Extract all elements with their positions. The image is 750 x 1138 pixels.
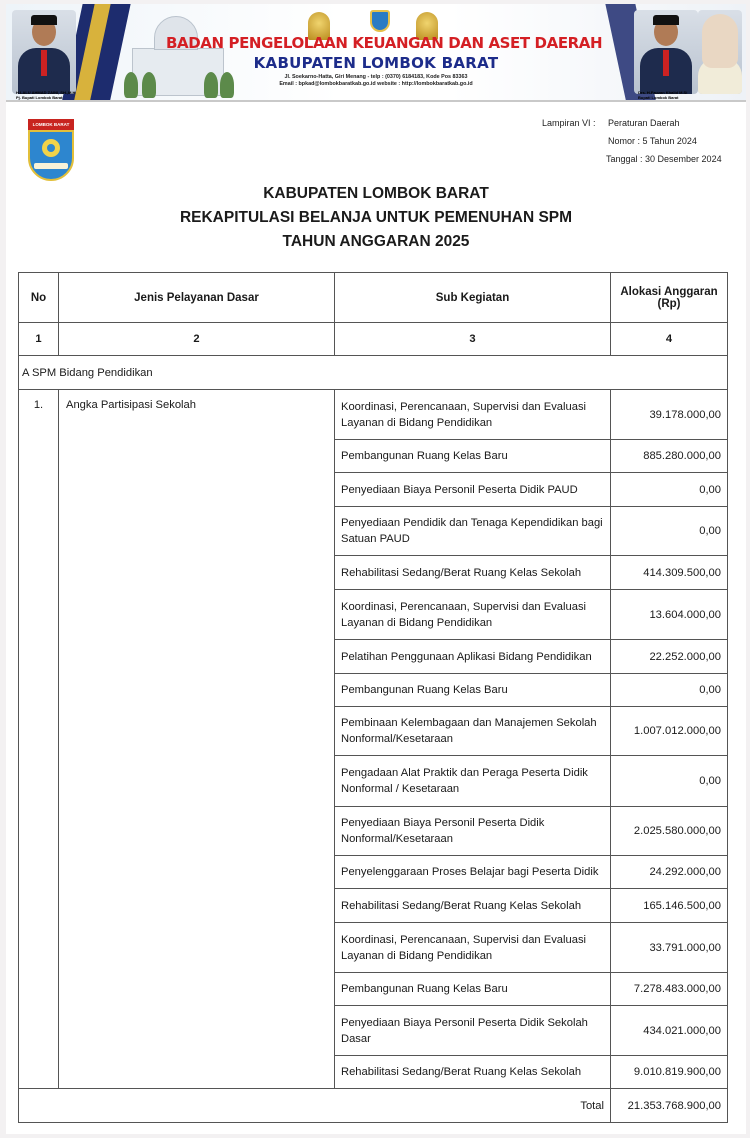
index-cell: 4 bbox=[611, 323, 728, 356]
budget-amount: 9.010.819.900,00 bbox=[611, 1056, 728, 1089]
header-sub: Sub Kegiatan bbox=[335, 273, 611, 323]
official-portrait-right-2 bbox=[698, 10, 742, 94]
budget-amount: 13.604.000,00 bbox=[611, 590, 728, 640]
portrait-caption-right: Drs. H.Fauzan Khalid M.Si Bupati Lombok Barat bbox=[638, 90, 688, 100]
budget-amount: 165.146.500,00 bbox=[611, 889, 728, 923]
budget-amount: 434.021.000,00 bbox=[611, 1006, 728, 1056]
sub-activity: Rehabilitasi Sedang/Berat Ruang Kelas Sekolah bbox=[335, 889, 611, 923]
agency-contact: Email : bpkad@lombokbaratkab.go.id website : http://lombokbaratkab.go.id bbox=[279, 81, 473, 87]
budget-amount: 7.278.483.000,00 bbox=[611, 973, 728, 1006]
section-label: A SPM Bidang Pendidikan bbox=[19, 356, 728, 390]
budget-amount: 33.791.000,00 bbox=[611, 923, 728, 973]
header-jenis: Jenis Pelayanan Dasar bbox=[59, 273, 335, 323]
header-alokasi: Alokasi Anggaran (Rp) bbox=[611, 273, 728, 323]
sub-activity: Pembangunan Ruang Kelas Baru bbox=[335, 674, 611, 707]
item-number: 1. bbox=[19, 390, 59, 1089]
index-cell: 1 bbox=[19, 323, 59, 356]
total-row bbox=[19, 1089, 728, 1123]
sub-activity: Rehabilitasi Sedang/Berat Ruang Kelas Sekolah bbox=[335, 1056, 611, 1089]
regency-subtitle: KABUPATEN LOMBOK BARAT bbox=[253, 54, 499, 72]
spm-recap-table bbox=[18, 272, 728, 1123]
portrait-caption-left: H.LALU AHMAD ZAINI, SH.,M.H Pj. Bupati Lombok Barat bbox=[16, 90, 76, 100]
sub-activity: Koordinasi, Perencanaan, Supervisi dan Evaluasi Layanan di Bidang Pendidikan bbox=[335, 590, 611, 640]
sub-activity: Pengadaan Alat Praktik dan Peraga Peserta Didik Nonformal / Kesetaraan bbox=[335, 756, 611, 807]
agency-address: Jl. Soekarno-Hatta, Giri Menang - telp : (0370) 6184183, Kode Pos 83363 bbox=[284, 74, 468, 80]
attachment-number: Nomor : 5 Tahun 2024 bbox=[608, 136, 697, 146]
document-title-line3: TAHUN ANGGARAN 2025 bbox=[282, 233, 470, 250]
regency-emblem-icon bbox=[370, 10, 390, 32]
budget-amount: 2.025.580.000,00 bbox=[611, 807, 728, 856]
document-title-line2: REKAPITULASI BELANJA UNTUK PEMENUHAN SPM bbox=[179, 209, 573, 226]
sub-activity: Pembangunan Ruang Kelas Baru bbox=[335, 973, 611, 1006]
budget-amount: 0,00 bbox=[611, 756, 728, 807]
sub-activity: Penyediaan Biaya Personil Peserta Didik Nonformal/Kesetaraan bbox=[335, 807, 611, 856]
attachment-regulation: Peraturan Daerah bbox=[608, 118, 680, 128]
index-cell: 2 bbox=[59, 323, 335, 356]
budget-amount: 0,00 bbox=[611, 674, 728, 707]
lombok-barat-logo: LOMBOK BARAT bbox=[28, 119, 74, 181]
sub-activity: Koordinasi, Perencanaan, Supervisi dan Evaluasi Layanan di Bidang Pendidikan bbox=[335, 923, 611, 973]
sub-activity: Koordinasi, Perencanaan, Supervisi dan Evaluasi Layanan di Bidang Pendidikan bbox=[335, 390, 611, 440]
sub-activity: Penyelenggaraan Proses Belajar bagi Peserta Didik bbox=[335, 856, 611, 889]
budget-amount: 0,00 bbox=[611, 473, 728, 507]
document-page bbox=[6, 4, 746, 1134]
column-index-row bbox=[19, 323, 728, 356]
budget-amount: 1.007.012.000,00 bbox=[611, 707, 728, 756]
sub-activity: Pembangunan Ruang Kelas Baru bbox=[335, 440, 611, 473]
budget-amount: 885.280.000,00 bbox=[611, 440, 728, 473]
document-title-line1: KABUPATEN LOMBOK BARAT bbox=[263, 185, 489, 202]
table-row bbox=[19, 390, 728, 440]
agency-title: BADAN PENGELOLAAN KEUANGAN DAN ASET DAERAH bbox=[166, 34, 603, 52]
budget-amount: 0,00 bbox=[611, 507, 728, 556]
official-portrait-right bbox=[634, 10, 698, 94]
header-no: No bbox=[19, 273, 59, 323]
table-header-row bbox=[19, 273, 728, 323]
section-row bbox=[19, 356, 728, 390]
budget-amount: 22.252.000,00 bbox=[611, 640, 728, 674]
sub-activity: Pembinaan Kelembagaan dan Manajemen Sekolah Nonformal/Kesetaraan bbox=[335, 707, 611, 756]
attachment-label: Lampiran VI : bbox=[542, 118, 596, 128]
total-amount: 21.353.768.900,00 bbox=[611, 1089, 728, 1123]
budget-amount: 39.178.000,00 bbox=[611, 390, 728, 440]
item-service-type: Angka Partisipasi Sekolah bbox=[59, 390, 335, 1089]
letterhead-banner bbox=[6, 4, 746, 102]
sub-activity: Penyediaan Biaya Personil Peserta Didik Sekolah Dasar bbox=[335, 1006, 611, 1056]
index-cell: 3 bbox=[335, 323, 611, 356]
budget-amount: 414.309.500,00 bbox=[611, 556, 728, 590]
sub-activity: Penyediaan Biaya Personil Peserta Didik PAUD bbox=[335, 473, 611, 507]
budget-amount: 24.292.000,00 bbox=[611, 856, 728, 889]
sub-activity: Pelatihan Penggunaan Aplikasi Bidang Pendidikan bbox=[335, 640, 611, 674]
attachment-date: Tanggal : 30 Desember 2024 bbox=[606, 154, 722, 164]
sub-activity: Penyediaan Pendidik dan Tenaga Kependidikan bagi Satuan PAUD bbox=[335, 507, 611, 556]
total-label: Total bbox=[19, 1089, 611, 1123]
sub-activity: Rehabilitasi Sedang/Berat Ruang Kelas Sekolah bbox=[335, 556, 611, 590]
official-portrait-left bbox=[12, 10, 76, 94]
